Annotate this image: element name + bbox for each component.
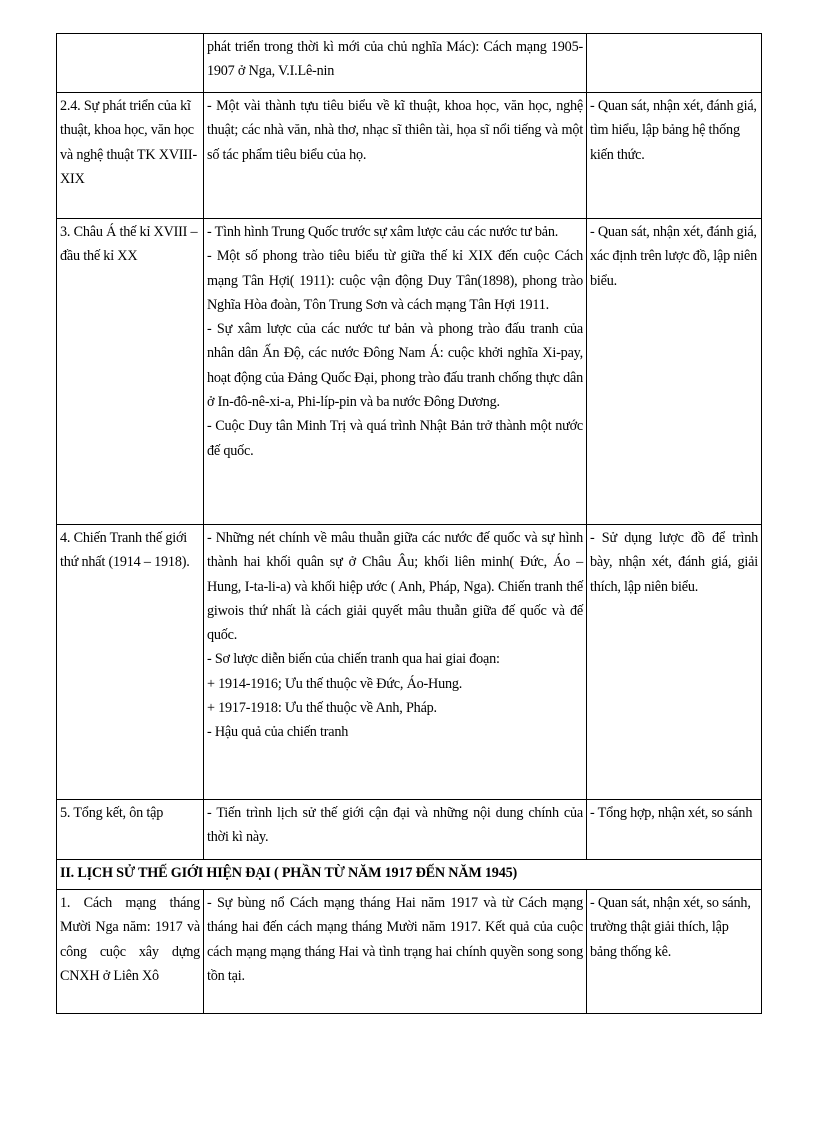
content-line: + 1917-1918: Ưu thế thuộc về Anh, Pháp.: [207, 700, 437, 717]
content-cell: [204, 34, 587, 93]
table-row: [57, 34, 762, 93]
table-row: [57, 93, 762, 219]
topic-cell: 1. Cách mạng tháng Mười Nga năm: 1917 và công cuộc xây dựng CNXH ở Liên Xô: [57, 890, 204, 1014]
content-line: + 1914-1916; Ưu thế thuộc về Đức, Áo-Hung.: [207, 675, 463, 692]
content-line: - Hậu quả của chiến tranh: [207, 724, 349, 741]
topic-cell: 3. Châu Á thế kỉ XVIII – đầu thế kỉ XX: [57, 219, 204, 525]
content-line: - Tình hình Trung Quốc trước sự xâm lược cảu các nước tư bản.: [207, 224, 559, 240]
method-cell: - Sử dụng lược đồ để trình bày, nhận xét, đánh giá, giải thích, lập niên biểu.: [587, 525, 762, 800]
method-cell: - Quan sát, nhận xét, đánh giá, xác định trên lược đồ, lập niên biểu.: [587, 219, 762, 525]
content-cell: [204, 890, 587, 1014]
table-row: [57, 219, 762, 525]
content-cell: [204, 93, 587, 219]
topic-cell: 2.4. Sự phát triển của kĩ thuật, khoa học, văn học và nghệ thuật TK XVIII-XIX: [57, 93, 204, 219]
table-row: [57, 525, 762, 800]
content-cell: [204, 525, 587, 800]
section-title: II. LỊCH SỬ THẾ GIỚI HIỆN ĐẠI ( PHẦN TỪ NĂM 1917 ĐẾN NĂM 1945): [57, 860, 762, 890]
content-line: - Sự bùng nổ Cách mạng tháng Hai năm 1917 và từ Cách mạng tháng hai đến cách mạng tháng Mười năm 1917. Kết quả của cuộc cách mạng mạng tháng Hai và tình trạng hai chính quyền song song tồn tại.: [207, 895, 583, 984]
table-row: [57, 800, 762, 860]
method-cell: - Tổng hợp, nhận xét, so sánh: [587, 800, 762, 860]
topic-cell: 4. Chiến Tranh thế giới thứ nhất (1914 – 1918).: [57, 525, 204, 800]
method-cell: [587, 34, 762, 93]
topic-cell: [57, 34, 204, 93]
content-line: - Sự xâm lược của các nước tư bản và phong trào đấu tranh của nhân dân Ấn Độ, các nước Đông Nam Á: cuộc khởi nghĩa Xi-pay, hoạt động của Đảng Quốc Đại, phong trào đấu tranh chống thực dân ở In-đô-nê-xi-a, Phi-líp-pin và ba nước Đông Dương.: [207, 321, 583, 411]
content-line: - Cuộc Duy tân Minh Trị và quá trình Nhật Bản trở thành một nước đế quốc.: [207, 418, 583, 459]
content-line: - Một vài thành tựu tiêu biểu về kĩ thuật, khoa học, văn học, nghệ thuật; các nhà văn, nhà thơ, nhạc sĩ thiên tài, họa sĩ nổi tiếng và một số tác phẩm tiêu biểu của họ.: [207, 98, 583, 163]
content-line: - Tiến trình lịch sử thế giới cận đại và những nội dung chính của thời kì này.: [207, 805, 583, 846]
table-row: [57, 890, 762, 1014]
topic-cell: 5. Tổng kết, ôn tập: [57, 800, 204, 860]
curriculum-table: [56, 33, 762, 1014]
section-row: [57, 860, 762, 890]
content-line: - Một số phong trào tiêu biểu từ giữa thế kỉ XIX đến cuộc Cách mạng Tân Hợi( 1911): cuộc vận động Duy Tân(1898), phong trào Nghĩa Hòa đoàn, Tôn Trung Sơn và cách mạng Tân Hợi 1911.: [207, 248, 583, 313]
content-cell: [204, 800, 587, 860]
content-line: - Những nét chính về mâu thuẫn giữa các nước đế quốc và sự hình thành hai khối quân sự ở Châu Âu; khối liên minh( Đức, Áo – Hung, I-ta-li-a) và khối hiệp ước ( Anh, Pháp, Nga). Chiến tranh thế giwois thứ nhất là cách giải quyết mâu thuẫn giữa đế quốc và đế quốc.: [207, 530, 583, 644]
method-cell: - Quan sát, nhận xét, so sánh, trường thật giải thích, lập bảng thống kê.: [587, 890, 762, 1014]
content-cell: [204, 219, 587, 525]
content-line: - Sơ lược diễn biến của chiến tranh qua hai giai đoạn:: [207, 651, 500, 668]
content-line: phát triển trong thời kì mới của chủ nghĩa Mác): Cách mạng 1905-1907 ở Nga, V.I.Lê-nin: [207, 39, 583, 80]
method-cell: - Quan sát, nhận xét, đánh giá, tìm hiểu, lập bảng hệ thống kiến thức.: [587, 93, 762, 219]
